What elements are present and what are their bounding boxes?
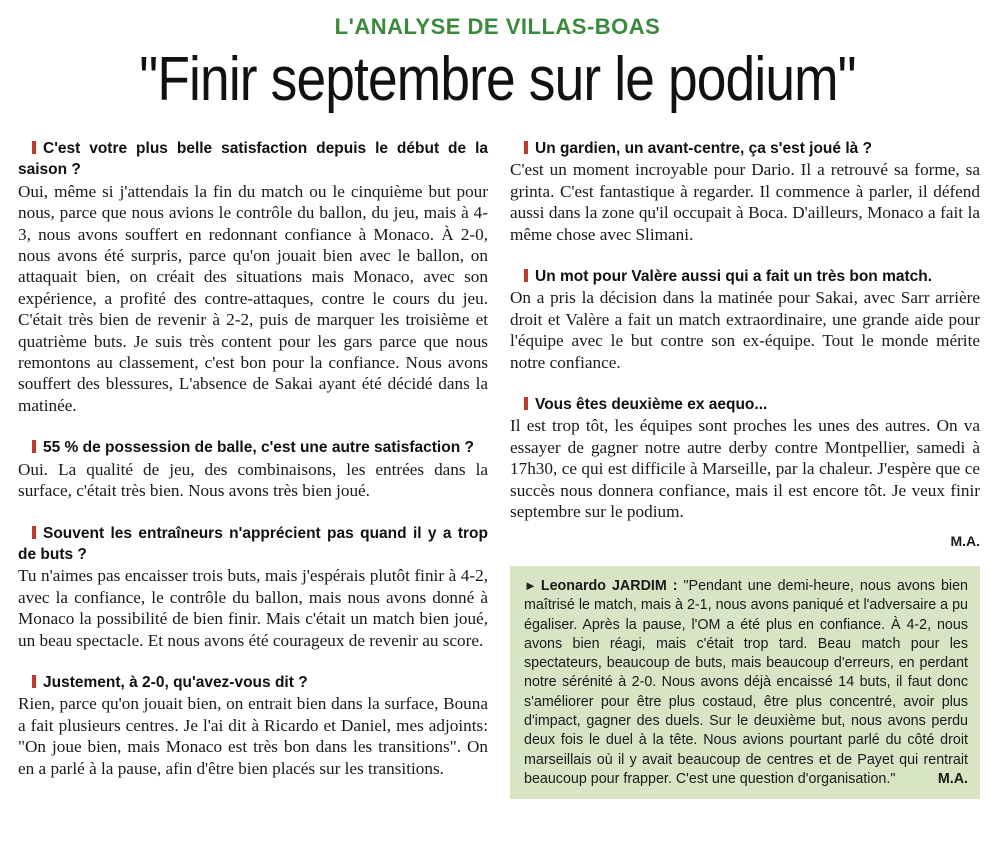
question-text: Justement, à 2-0, qu'avez-vous dit ?: [43, 673, 308, 691]
article-kicker: L'ANALYSE DE VILLAS-BOAS: [334, 14, 661, 39]
interview-block: [18, 437, 488, 501]
bullet-marker: [32, 141, 36, 154]
quote-speaker: Leonardo JARDIM :: [540, 577, 678, 594]
question-text: 55 % de possession de balle, c'est une autre satisfaction ?: [43, 439, 474, 457]
interview-question: [510, 394, 980, 415]
quote-text: "Pendant une demi-heure, nous avons bien maîtrisé le match, mais à 2-1, nous avons paniqué et l'adversaire a pu égaliser. Après la pause, l'OM a été plus en confiance. À 4-2, nous avons bien réagi, mais c'était trop tard. Beau match pour les spectateurs, beaucoup de buts, mais beaucoup d'erreurs, en perdant notre sérénité à 2-0. Nous avons déjà encaissé 14 buts, il faut donc s'améliorer pour être plus costaud, être plus concentré, avoir plus d'impact, gagner des duels. Sur le deuxième but, nous avons perdu deux fois le duel à la tête. Nous avions pourtant parlé du côté droit marseillais où il y avait beaucoup de centres et de Payet qui rentrait beaucoup pour frapper. C'est une question d'organisation.": [524, 577, 968, 787]
interview-block: [510, 394, 980, 522]
interview-block: [510, 266, 980, 373]
bullet-marker: [524, 397, 528, 410]
interview-question: [510, 138, 980, 159]
left-column: [18, 138, 488, 800]
bullet-marker: [524, 141, 528, 154]
interview-block: [18, 523, 488, 651]
article-headline: "Finir septembre sur le podium": [139, 45, 856, 114]
interview-answer: Rien, parce qu'on jouait bien, on entrait bien dans la surface, Bouna a fait plusieurs centres. Je l'ai dit à Ricardo et Daniel, mes adjoints: "On joue bien, mais Monaco est très bon dans les transitions". On en a parlé à la pause, afin d'être bien placés sur les transitions.: [18, 694, 488, 778]
interview-answer: Oui. La qualité de jeu, des combinaisons, les entrées dans la surface, c'était très bien. Nous avons très bien joué.: [18, 459, 488, 501]
interview-answer: C'est un moment incroyable pour Dario. Il a retrouvé sa forme, sa grinta. C'est fantastique à regarder. Il commence à parler, il défend aussi dans la zone qu'il occupait à Boca. D'ailleurs, Monaco a fait la même chose avec Slimani.: [510, 160, 980, 244]
question-text: Un mot pour Valère aussi qui a fait un très bon match.: [535, 268, 933, 286]
interview-answer: Il est trop tôt, les équipes sont proches les unes des autres. On va essayer de gagner notre autre derby contre Montpellier, samedi à 17h30, ce qui est difficile à Marseille, par la chaleur. J'espère que ce succès nous donnera confiance, mais il est encore tôt. Je veux finir septembre sur le podium.: [510, 416, 980, 522]
interview-block: [18, 672, 488, 779]
bullet-marker: [32, 440, 36, 453]
bullet-marker: [32, 526, 36, 539]
interview-answer: Tu n'aimes pas encaisser trois buts, mais j'espérais plutôt finir à 4-2, avec la confiance, le contrôle du ballon, mais nous avons donné à Monaco la possibilité de bien finir. Mais c'était un match bien joué, un beau spectacle. Et nous avons été courageux de revenir au score.: [18, 566, 488, 650]
play-arrow-icon: ►: [524, 577, 537, 593]
interview-question: [18, 672, 488, 693]
question-text: Un gardien, un avant-centre, ça s'est joué là ?: [535, 140, 873, 157]
question-text: C'est votre plus belle satisfaction depuis le début de la saison ?: [18, 140, 488, 179]
interview-question: [510, 266, 980, 287]
interview-block: [18, 138, 488, 416]
interview-question: [18, 523, 488, 566]
question-text: Souvent les entraîneurs n'apprécient pas quand il y a trop de buts ?: [18, 524, 488, 563]
question-text: Vous êtes deuxième ex aequo...: [535, 396, 768, 414]
bullet-marker: [524, 269, 528, 282]
interview-question: [18, 138, 488, 181]
author-signature: M.A.: [950, 532, 980, 549]
interview-block: [510, 138, 980, 245]
interview-answer: Oui, même si j'attendais la fin du match ou le cinquième but pour nous, parce que nous avions le contrôle du ballon, du jeu, mais à 4-3, nous avons souffert en redonnant confiance à Monaco. À 2-0, nous avons été surpris, parce qu'on jouait bien avec le ballon, on attaquait bien, on créait des situations mais Monaco, avec son expérience, a profité des contre-attaques, contre le cours du jeu. C'était très bien de revenir à 2-2, puis de marquer les troisième et quatrième buts. Je suis très content pour les gars parce que nous remontons au classement, c'est bon pour la confiance. Nous avons souffert des blessures, L'absence de Sakai ayant été décidé dans la matinée.: [18, 181, 488, 415]
interview-question: [18, 437, 488, 458]
right-column: [510, 138, 980, 799]
interview-answer: On a pris la décision dans la matinée pour Sakai, avec Sarr arrière droit et Valère a fait un match extraordinaire, une grande aide pour l'équipe avec le but contre son ex-équipe. Tout le monde mérite notre confiance.: [510, 288, 980, 372]
quote-signature: M.A.: [937, 770, 968, 787]
bullet-marker: [32, 675, 36, 688]
jardim-quote-box: [510, 566, 980, 799]
